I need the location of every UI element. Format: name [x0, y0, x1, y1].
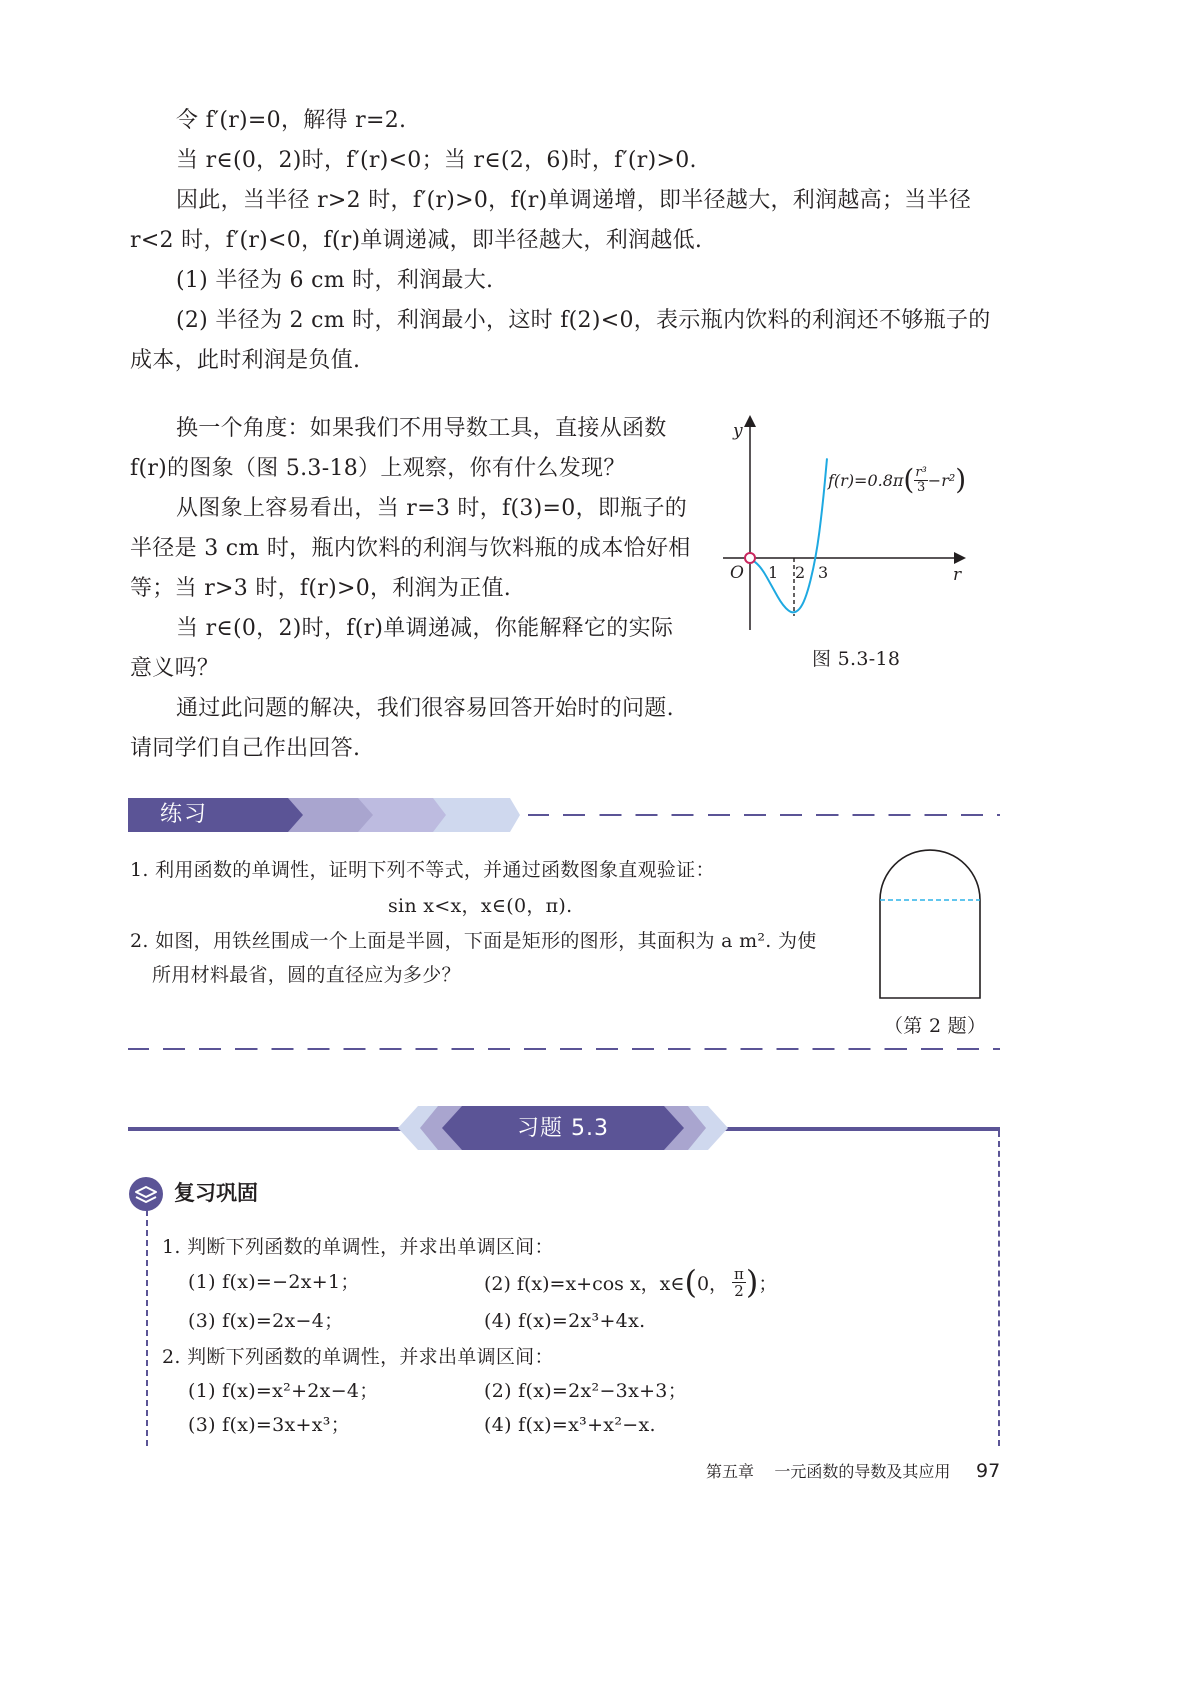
layers-icon	[128, 1176, 164, 1212]
page-number: 97	[976, 1460, 1001, 1482]
exercise-title: 练习	[160, 802, 209, 827]
problems-title: 习题 5.3	[517, 1116, 609, 1141]
problem-1-item-1: (1) f(x)=−2x+1；	[188, 1271, 360, 1293]
problem-2-item-1: (1) f(x)=x²+2x−4；	[188, 1380, 379, 1402]
origin-label: O	[730, 563, 744, 583]
body-line-4: r<2 时，f′(r)<0，f(r)单调递减，即半径越大，利润越低.	[130, 228, 703, 253]
problem-1-item-3: (3) f(x)=2x−4；	[188, 1310, 344, 1332]
exercise-q1: 1. 利用函数的单调性，证明下列不等式，并通过函数图象直观验证：	[130, 859, 715, 881]
interval-left: 0，	[696, 1272, 729, 1295]
body-line-6: (2) 半径为 2 cm 时，利润最小，这时 f(2)<0，表示瓶内饮料的利润还不够瓶子的	[176, 308, 991, 333]
problem-1-item-4: (4) f(x)=2x³+4x.	[484, 1310, 646, 1332]
figure-formula	[828, 460, 966, 500]
problem-2-item-4: (4) f(x)=x³+x²−x.	[484, 1414, 656, 1436]
section-right-dashes	[998, 1131, 1000, 1446]
body-line-1: 令 f′(r)=0，解得 r=2.	[176, 108, 407, 133]
problem-2-item-2: (2) f(x)=2x²−3x+3；	[484, 1380, 687, 1402]
formula-fraction	[914, 466, 927, 495]
discussion-line-3: 从图象上容易看出，当 r=3 时，f(3)=0，即瓶子的	[176, 496, 688, 521]
problem-1-item-2	[484, 1262, 777, 1302]
discussion-line-7: 意义吗？	[130, 656, 220, 681]
interval-tail: ；	[758, 1272, 778, 1295]
tick-label-2: 2	[795, 563, 806, 582]
footer-chapter: 第五章 一元函数的导数及其应用	[706, 1462, 951, 1481]
tick-label-1: 1	[768, 563, 779, 582]
figure-caption: 图 5.3-18	[812, 648, 901, 670]
origin-point	[745, 553, 755, 563]
problem-2: 2. 判断下列函数的单调性，并求出单调区间：	[162, 1346, 554, 1368]
exercise-fig-caption: （第 2 题）	[884, 1015, 987, 1037]
formula-tail: −r²	[927, 470, 956, 490]
discussion-line-5: 等；当 r>3 时，f(r)>0，利润为正值.	[130, 576, 512, 601]
function-curve	[750, 458, 827, 612]
exercise-q2-line2: 所用材料最省，圆的直径应为多少？	[152, 964, 461, 986]
exercise-top-dashes	[528, 814, 1000, 816]
exercise-q2-line1: 2. 如图，用铁丝围成一个上面是半圆，下面是矩形的图形，其面积为 a m². 为使	[130, 930, 817, 952]
discussion-line-8: 通过此问题的解决，我们很容易回答开始时的问题.	[176, 696, 674, 721]
section-title: 复习巩固	[174, 1181, 258, 1205]
tick-label-3: 3	[818, 563, 829, 582]
problem-2-item-3: (3) f(x)=3x+x³；	[188, 1414, 351, 1436]
formula-numerator: r³	[915, 464, 927, 480]
body-line-2: 当 r∈(0，2)时，f′(r)<0；当 r∈(2，6)时，f′(r)>0.	[176, 148, 697, 173]
problem-1-item-2-text: (2) f(x)=x+cos x，x∈	[484, 1272, 685, 1295]
interval-paren-left: (	[684, 1263, 697, 1301]
formula-left: f(r)=0.8π	[828, 470, 904, 490]
section-left-dashes	[146, 1210, 148, 1446]
formula-paren-left: (	[903, 463, 915, 496]
formula-paren-right: )	[955, 463, 967, 496]
discussion-line-6: 当 r∈(0，2)时，f(r)单调递减，你能解释它的实际	[176, 616, 674, 641]
pi-numerator: π	[734, 1264, 744, 1283]
body-line-7: 成本，此时利润是负值.	[130, 348, 361, 373]
function-graph	[715, 410, 975, 640]
window-shape-figure	[872, 840, 988, 1004]
discussion-line-9: 请同学们自己作出回答.	[130, 736, 361, 761]
formula-denominator: 3	[916, 479, 926, 495]
x-axis-label: r	[953, 565, 962, 585]
body-line-5: (1) 半径为 6 cm 时，利润最大.	[176, 268, 494, 293]
pi-denominator: 2	[734, 1281, 744, 1300]
y-axis-label: y	[733, 421, 743, 441]
exercise-q1-formula: sin x<x，x∈(0，π).	[388, 895, 573, 917]
problem-1: 1. 判断下列函数的单调性，并求出单调区间：	[162, 1236, 554, 1258]
discussion-line-2: f(r)的图象（图 5.3-18）上观察，你有什么发现？	[130, 456, 626, 481]
body-line-3: 因此，当半径 r>2 时，f′(r)>0，f(r)单调递增，即半径越大，利润越高；当半径	[176, 188, 972, 213]
discussion-line-4: 半径是 3 cm 时，瓶内饮料的利润与饮料瓶的成本恰好相	[130, 536, 691, 561]
discussion-line-1: 换一个角度：如果我们不用导数工具，直接从函数	[176, 416, 667, 441]
pi-fraction	[732, 1266, 746, 1299]
interval-paren-right: )	[745, 1263, 759, 1301]
exercise-bottom-dashes	[128, 1048, 1000, 1050]
